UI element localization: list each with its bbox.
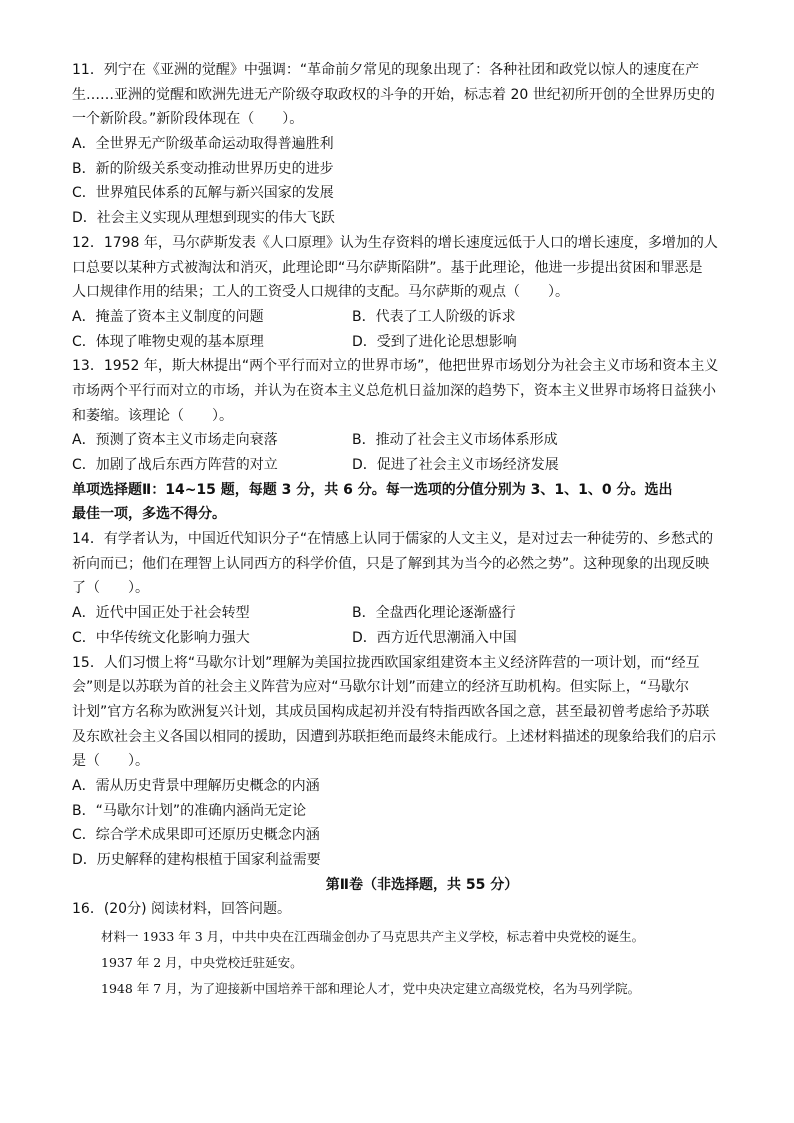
- question-12: [72, 231, 732, 354]
- question-stem-line: 了（ ）。: [72, 580, 149, 597]
- section-heading-line: 最佳一项，多选不得分。: [72, 506, 226, 523]
- question-stem-line: 市场两个平行而对立的市场，并认为在资本主义总危机日益加深的趋势下，资本主义世界市场将日益狭小: [72, 382, 716, 399]
- question-stem-line: 15．人们习惯上将“马歇尔计划”理解为美国拉拢西欧国家组建资本主义经济阵营的一项计划，而“经互: [72, 654, 700, 671]
- question-stem-line: 是（ ）。: [72, 753, 149, 770]
- option-b: B．代表了工人阶级的诉求: [352, 308, 516, 325]
- option-b: B．推动了社会主义市场体系形成: [352, 432, 558, 449]
- option-row: [72, 453, 732, 478]
- option-d: D．西方近代思潮涌入中国: [352, 629, 517, 646]
- material-block: [72, 924, 732, 1002]
- question-stem-line: 11．列宁在《亚洲的觉醒》中强调：“革命前夕常见的现象出现了：各种社团和政党以惊人的速度在产: [72, 62, 700, 78]
- question-13: [72, 354, 732, 477]
- question-stem-line: 13．1952 年，斯大林提出“两个平行而对立的世界市场”，他把世界市场划分为社会主义市场和资本主义: [72, 358, 719, 375]
- option-row: [72, 330, 732, 355]
- option-d: D．促进了社会主义市场经济发展: [352, 457, 559, 473]
- part-title: 第Ⅱ卷（非选择题，共 55 分）: [325, 876, 519, 893]
- material-line: 1948 年 7 月，为了迎接新中国培养干部和理论人才，党中央决定建立高级党校，名为马列学院。: [101, 981, 641, 997]
- option-c: C．世界殖民体系的瓦解与新兴国家的发展: [72, 185, 334, 202]
- option-b: B．全盘西化理论逐渐盛行: [352, 605, 516, 622]
- option-row: [72, 305, 732, 330]
- section-heading: [72, 478, 732, 527]
- option-c: C．体现了唯物史观的基本原理: [72, 333, 264, 350]
- question-stem-line: 及东欧社会主义各国以相同的援助，因遭到苏联拒绝而最终未能成行。上述材料描述的现象给我们的启示: [72, 728, 716, 745]
- option-a: A．全世界无产阶级革命运动取得普遍胜利: [72, 136, 334, 153]
- option-row: [72, 601, 732, 626]
- question-15: [72, 651, 732, 873]
- option-row: [72, 626, 732, 651]
- question-stem-line: 一个新阶段。”新阶段体现在（ ）。: [72, 111, 304, 128]
- option-c: C．中华传统文化影响力强大: [72, 629, 250, 646]
- option-d: D．受到了进化论思想影响: [352, 333, 517, 350]
- option-c: C．综合学术成果即可还原历史概念内涵: [72, 827, 320, 844]
- option-d: D．历史解释的建构根植于国家利益需要: [72, 852, 321, 868]
- option-c: C．加剧了战后东西方阵营的对立: [72, 457, 278, 473]
- option-b: B．“马歇尔计划”的准确内涵尚无定论: [72, 802, 307, 819]
- section-heading-line: 单项选择题Ⅱ：14~15 题，每题 3 分，共 6 分。每一选项的分值分别为 3、1、1、0 分。选出: [72, 481, 673, 498]
- question-stem-line: 会”则是以苏联为首的社会主义阵营为应对“马歇尔计划”而建立的经济互助机构。但实际上，“马歇尔: [72, 679, 690, 696]
- option-a: A．掩盖了资本主义制度的问题: [72, 308, 264, 325]
- option-a: A．需从历史背景中理解历史概念的内涵: [72, 777, 320, 794]
- option-row: [72, 428, 732, 453]
- question-stem-line: 12．1798 年，马尔萨斯发表《人口原理》认为生存资料的增长速度远低于人口的增长速度，多增加的人: [72, 234, 718, 251]
- option-a: A．近代中国正处于社会转型: [72, 605, 250, 622]
- option-b: B．新的阶级关系变动推动世界历史的进步: [72, 160, 334, 177]
- question-stem-line: 计划”官方名称为欧洲复兴计划，其成员国构成起初并没有特指西欧各国之意，甚至最初曾考虑给予苏联: [72, 703, 710, 720]
- option-d: D．社会主义实现从理想到现实的伟大飞跃: [72, 210, 335, 227]
- question-stem: 16．(20分) 阅读材料，回答问题。: [72, 901, 292, 918]
- material-line: 1937 年 2 月，中央党校迁驻延安。: [101, 955, 303, 971]
- question-14: [72, 527, 732, 650]
- question-16: [72, 897, 732, 1002]
- question-stem-line: 祈向而已；他们在理智上认同西方的科学价值，只是了解到其为当今的必然之势”。这种现象的出现反映: [72, 555, 710, 572]
- question-stem-line: 和萎缩。该理论（ ）。: [72, 407, 233, 424]
- exam-page: [72, 58, 732, 1002]
- material-line: 材料一 1933 年 3 月，中共中央在江西瑞金创办了马克思共产主义学校，标志着中央党校的诞生。: [101, 929, 645, 945]
- question-stem-line: 口总要以某种方式被淘汰和消灭，此理论即“马尔萨斯陷阱”。基于此理论，他进一步提出贫困和罪恶是: [72, 259, 703, 276]
- option-a: A．预测了资本主义市场走向衰落: [72, 432, 278, 449]
- question-11: [72, 58, 732, 231]
- question-stem-line: 14．有学者认为，中国近代知识分子“在情感上认同于儒家的人文主义，是对过去一种徒劳的、乡愁式的: [72, 531, 714, 548]
- question-stem-line: 生……亚洲的觉醒和欧洲先进无产阶级夺取政权的斗争的开始，标志着 20 世纪初所开创的全世界历史的: [72, 86, 715, 103]
- question-stem-line: 人口规律作用的结果；工人的工资受人口规律的支配。马尔萨斯的观点（ ）。: [72, 284, 569, 301]
